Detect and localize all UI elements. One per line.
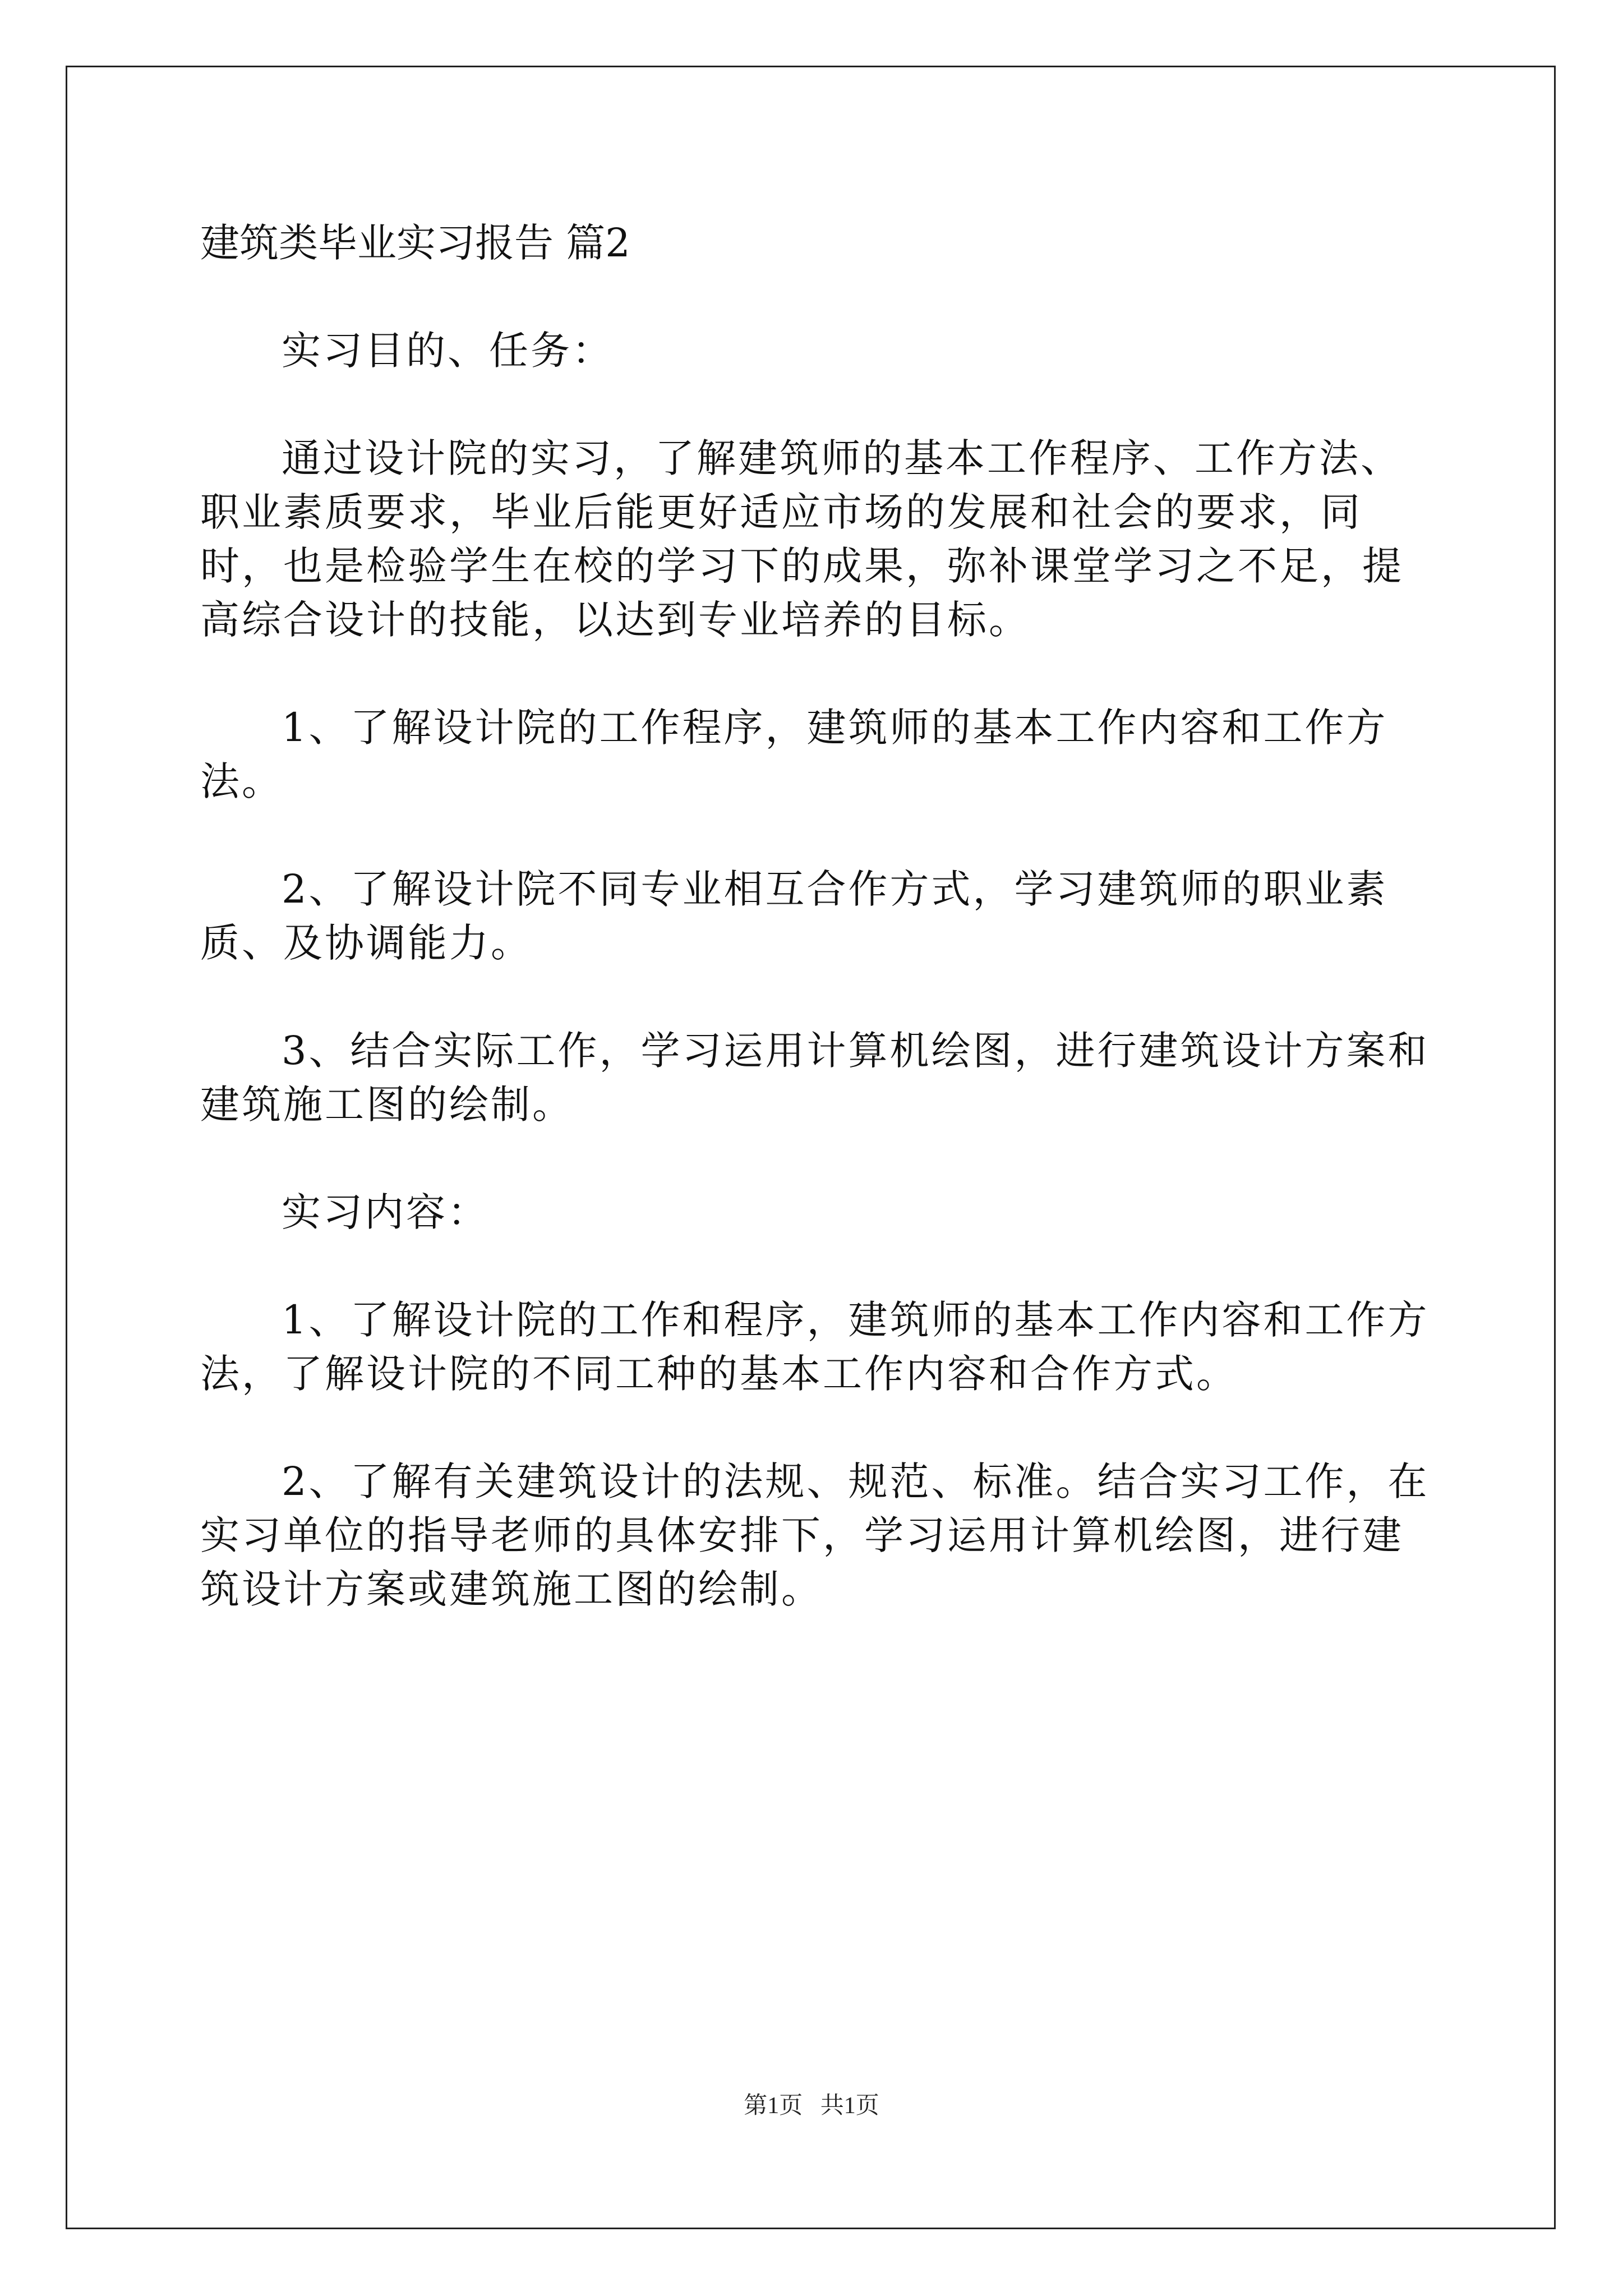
paragraph-purpose-heading: 实习目的、任务： <box>282 328 614 374</box>
paragraph-task-2: 2、了解设计院不同专业相互合作方式，学习建筑师的职业素质、及协调能力。 <box>200 866 1388 966</box>
document-heading: 建筑类毕业实习报告 篇2 <box>200 220 630 266</box>
document-body <box>200 216 1434 1670</box>
paragraph-content-1: 1、了解设计院的工作和程序，建筑师的基本工作内容和工作方法，了解设计院的不同工种的基本工作内容和合作方式。 <box>200 1297 1430 1397</box>
paragraph-task-3: 3、结合实际工作，学习运用计算机绘图，进行建筑设计方案和建筑施工图的绘制。 <box>200 1028 1430 1128</box>
paragraph-purpose-body: 通过设计院的实习，了解建筑师的基本工作程序、工作方法、职业素质要求，毕业后能更好适应市场的发展和社会的要求，同时，也是检验学生在校的学习下的成果，弥补课堂学习之不足，提高综合设计的技能，以达到专业培养的目标。 <box>200 435 1404 643</box>
page-number-footer: 第1页 共1页 <box>744 2093 879 2119</box>
paragraph-task-1: 1、了解设计院的工作程序，建筑师的基本工作内容和工作方法。 <box>200 705 1388 804</box>
paragraph-content-2: 2、了解有关建筑设计的法规、规范、标准。结合实习工作，在实习单位的指导老师的具体安排下，学习运用计算机绘图，进行建筑设计方案或建筑施工图的绘制。 <box>200 1458 1430 1612</box>
paragraph-content-heading: 实习内容： <box>282 1189 489 1235</box>
